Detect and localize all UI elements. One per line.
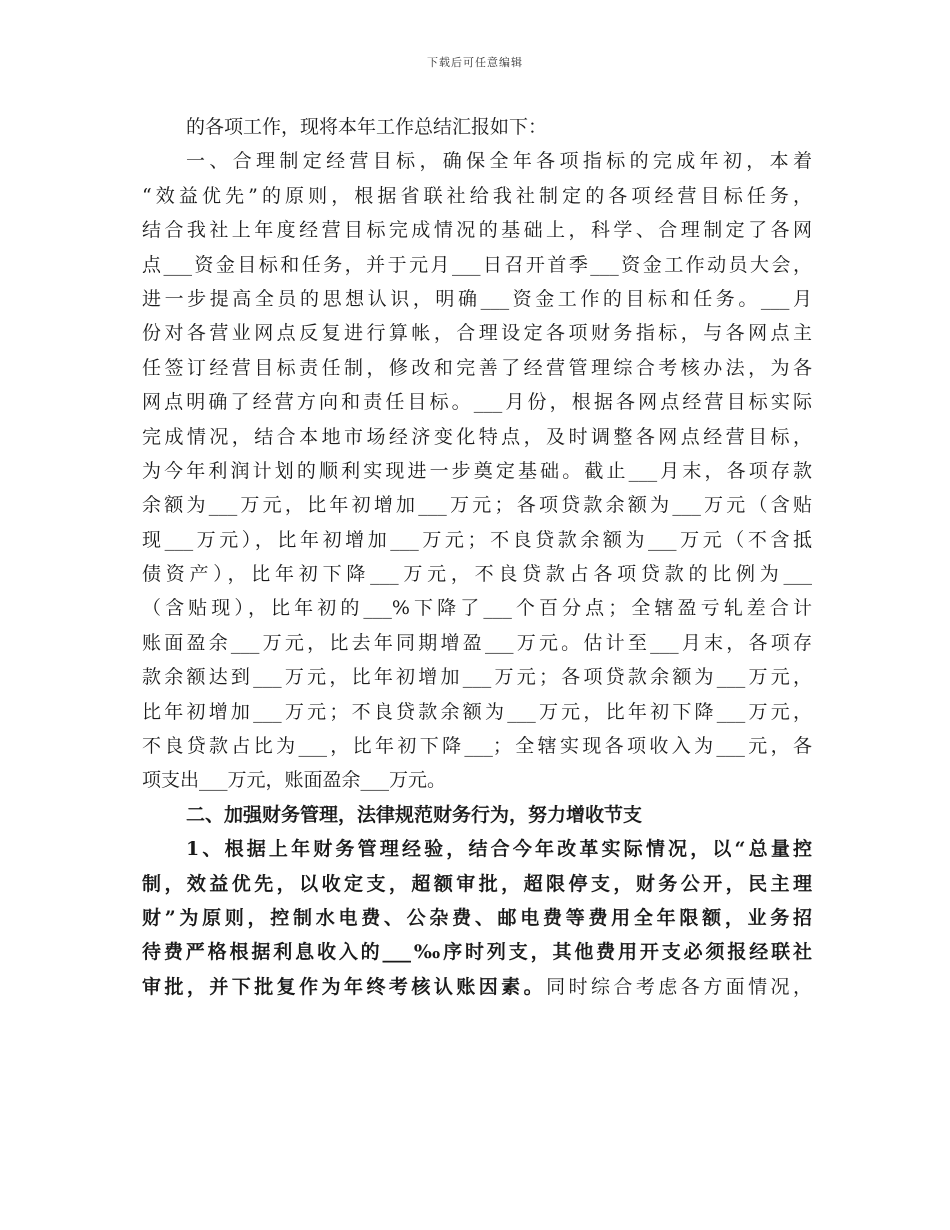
- bold-text-segment: 审批，并下批复作为年终考核认账因素。: [142, 975, 547, 998]
- paragraph-line: 的各项工作，现将本年工作总结汇报如下：: [186, 116, 548, 138]
- paragraph-line: 网点明确了经营方向和责任目标。___月份，根据各网点经营目标实际: [142, 391, 812, 414]
- paragraph-line: （含贴现），比年初的___%下降了___个百分点；全辖盈亏轧差合计: [142, 597, 812, 620]
- paragraph-line: 款余额达到___万元，比年初增加___万元；各项贷款余额为___万元，: [142, 666, 812, 689]
- paragraph-line: 1、根据上年财务管理经验，结合今年改革实际情况，以“总量控: [186, 838, 812, 861]
- normal-text-segment: 同时综合考虑各方面情况，: [546, 975, 812, 998]
- paragraph-line: 待费严格根据利息收入的___‰序时列支，其他费用开支必须报经联社: [142, 941, 812, 964]
- paragraph-line: 债资产），比年初下降___万元，不良贷款占各项贷款的比例为___: [142, 563, 812, 586]
- paragraph-line: 财”为原则，控制水电费、公杂费、邮电费等费用全年限额，业务招: [142, 906, 812, 929]
- paragraph-line: 一、合理制定经营目标，确保全年各项指标的完成年初，本着: [186, 150, 812, 173]
- paragraph-line: 项支出___万元，账面盈余___万元。: [142, 769, 447, 792]
- paragraph-line-last: [142, 970, 812, 1004]
- paragraph-line: 点___资金目标和任务，并于元月___日召开首季___资金工作动员大会，: [142, 253, 812, 276]
- paragraph-line: 任签订经营目标责任制，修改和完善了经营管理综合考核办法，为各: [142, 356, 812, 379]
- paragraph-line: 二、加强财务管理，法律规范财务行为，努力增收节支: [186, 803, 643, 826]
- document-body: [142, 110, 812, 1004]
- paragraph-line: 完成情况，结合本地市场经济变化特点，及时调整各网点经营目标，: [142, 425, 812, 448]
- paragraph-line: 制，效益优先，以收定支，超额审批，超限停支，财务公开，民主理: [142, 872, 812, 895]
- paragraph-line: 余额为___万元，比年初增加___万元；各项贷款余额为___万元（含贴: [142, 494, 812, 517]
- paragraph-line: 不良贷款占比为___，比年初下降___；全辖实现各项收入为___元，各: [142, 735, 812, 758]
- paragraph-line: 结合我社上年度经营目标完成情况的基础上，科学、合理制定了各网: [142, 219, 812, 242]
- paragraph-line: 进一步提高全员的思想认识，明确___资金工作的目标和任务。___月: [142, 287, 812, 310]
- paragraph-line: “效益优先”的原则，根据省联社给我社制定的各项经营目标任务，: [142, 184, 812, 207]
- paragraph-line: 账面盈余___万元，比去年同期增盈___万元。估计至___月末，各项存: [142, 631, 812, 654]
- paragraph-line: 现___万元），比年初增加___万元；不良贷款余额为___万元（不含抵: [142, 528, 812, 551]
- paragraph-line: 比年初增加___万元；不良贷款余额为___万元，比年初下降___万元，: [142, 700, 812, 723]
- paragraph-line: 份对各营业网点反复进行算帐，合理设定各项财务指标，与各网点主: [142, 322, 812, 345]
- page-header: 下载后可任意编辑: [427, 56, 523, 69]
- paragraph-line: 为今年利润计划的顺利实现进一步奠定基础。截止___月末，各项存款: [142, 459, 812, 482]
